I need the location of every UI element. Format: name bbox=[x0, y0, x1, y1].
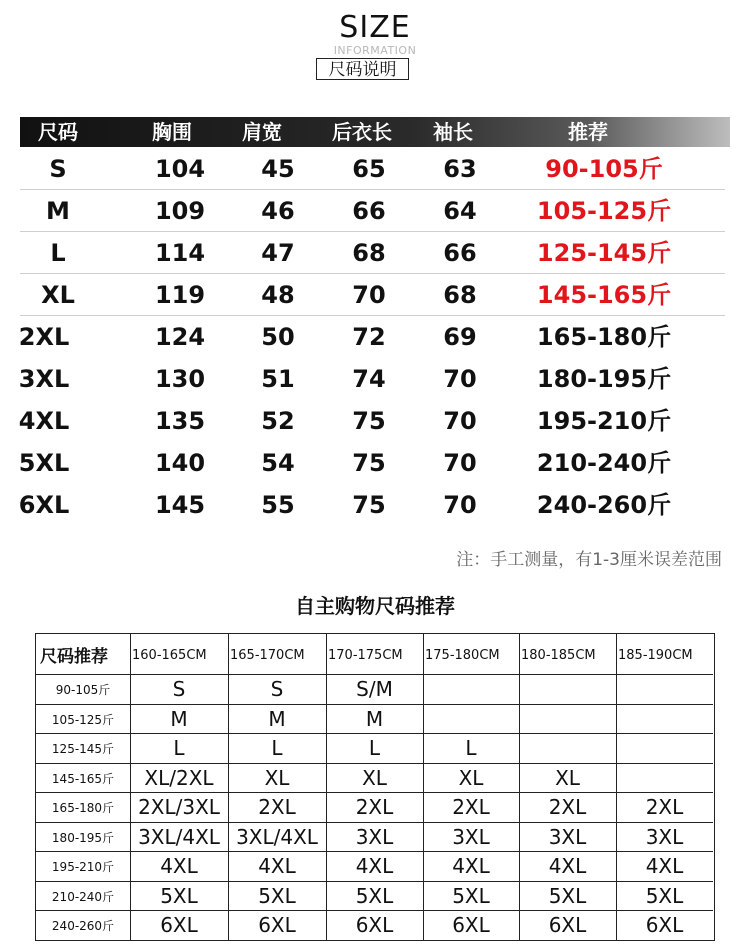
size-cell-rec: 240-260斤 bbox=[536, 491, 672, 519]
grid-cell: 3XL/4XL bbox=[138, 824, 220, 849]
size-cell-chest: 109 bbox=[154, 197, 206, 225]
grid-row-weight: 180-195斤 bbox=[51, 830, 115, 845]
size-title: SIZE bbox=[339, 10, 411, 45]
header-sleeve: 袖长 bbox=[433, 120, 473, 144]
grid-cell: 2XL bbox=[452, 795, 490, 819]
grid-row-weight: 210-240斤 bbox=[51, 889, 115, 904]
size-cell-length: 75 bbox=[352, 449, 386, 477]
size-cell-rec: 145-165斤 bbox=[536, 281, 672, 309]
grid-row-weight: 195-210斤 bbox=[51, 860, 115, 874]
size-cell-rec: 125-145斤 bbox=[536, 239, 672, 267]
size-cell-sleeve: 70 bbox=[443, 407, 477, 435]
grid-row-weight: 125-145斤 bbox=[51, 742, 115, 756]
grid-col-header: 185-190CM bbox=[618, 648, 693, 663]
grid-cell: XL bbox=[362, 765, 387, 790]
grid-cell: 6XL bbox=[355, 913, 394, 937]
size-row bbox=[0, 148, 750, 190]
size-guide-label: 尺码说明 bbox=[316, 58, 409, 80]
grid-hline bbox=[36, 704, 713, 705]
size-row bbox=[0, 358, 750, 400]
grid-cell: 4XL bbox=[548, 854, 587, 878]
size-cell-rec: 165-180斤 bbox=[536, 323, 672, 351]
grid-hline bbox=[36, 851, 713, 852]
grid-cell: 5XL bbox=[160, 883, 198, 908]
size-cell-size: 6XL bbox=[18, 491, 70, 519]
size-cell-rec: 210-240斤 bbox=[536, 449, 672, 477]
size-cell-chest: 104 bbox=[154, 155, 206, 183]
grid-row-weight: 90-105斤 bbox=[55, 683, 111, 697]
size-cell-size: XL bbox=[41, 281, 75, 309]
grid-row-weight: 165-180斤 bbox=[51, 801, 115, 815]
size-cell-chest: 130 bbox=[154, 365, 206, 393]
grid-cell: 6XL bbox=[258, 913, 296, 937]
grid-cell: 2XL bbox=[548, 795, 587, 819]
header-shoulder: 肩宽 bbox=[242, 120, 282, 144]
grid-cell: 6XL bbox=[548, 913, 587, 937]
grid-cell: 4XL bbox=[355, 854, 394, 878]
grid-hline bbox=[36, 763, 713, 764]
size-cell-shoulder: 45 bbox=[261, 155, 295, 183]
size-row bbox=[0, 190, 750, 232]
grid-col-header: 170-175CM bbox=[328, 648, 403, 663]
grid-cell: S bbox=[172, 677, 186, 701]
size-row bbox=[0, 442, 750, 484]
grid-cell: 3XL bbox=[452, 824, 490, 849]
grid-cell: 3XL bbox=[355, 824, 394, 849]
information-subtitle: INFORMATION bbox=[333, 44, 417, 57]
grid-cell: S bbox=[270, 677, 284, 701]
grid-cell: 5XL bbox=[452, 883, 490, 908]
size-cell-size: 2XL bbox=[18, 323, 70, 351]
size-cell-chest: 145 bbox=[154, 491, 206, 519]
grid-cell: 2XL bbox=[258, 795, 296, 819]
grid-cell: 2XL bbox=[355, 795, 394, 819]
size-row bbox=[0, 400, 750, 442]
size-cell-size: L bbox=[50, 239, 66, 267]
size-cell-rec: 90-105斤 bbox=[545, 155, 663, 183]
grid-cell: M bbox=[268, 706, 286, 731]
size-cell-length: 65 bbox=[352, 155, 386, 183]
size-cell-shoulder: 55 bbox=[261, 491, 295, 519]
grid-row-weight: 240-260斤 bbox=[51, 919, 115, 933]
size-cell-shoulder: 52 bbox=[261, 407, 295, 435]
recommend-title: 自主购物尺码推荐 bbox=[295, 594, 455, 618]
size-cell-length: 68 bbox=[352, 239, 386, 267]
grid-hline bbox=[36, 822, 713, 823]
size-cell-sleeve: 66 bbox=[443, 239, 477, 267]
header-length: 后衣长 bbox=[332, 120, 392, 144]
size-cell-shoulder: 54 bbox=[261, 449, 295, 477]
grid-cell: 3XL/4XL bbox=[236, 824, 318, 849]
size-cell-length: 75 bbox=[352, 491, 386, 519]
size-cell-length: 72 bbox=[352, 323, 386, 351]
size-row bbox=[0, 316, 750, 358]
measurement-note: 注：手工测量，有1-3厘米误差范围 bbox=[456, 550, 722, 570]
grid-hline bbox=[36, 733, 713, 734]
size-cell-chest: 114 bbox=[154, 239, 206, 267]
header-chest: 胸围 bbox=[152, 120, 192, 144]
grid-cell: 3XL bbox=[548, 824, 587, 849]
size-row bbox=[0, 232, 750, 274]
size-cell-rec: 195-210斤 bbox=[536, 407, 672, 435]
size-row bbox=[0, 274, 750, 316]
size-cell-chest: 119 bbox=[154, 281, 206, 309]
grid-cell: XL bbox=[264, 765, 290, 790]
grid-cell: 3XL bbox=[645, 824, 684, 849]
size-cell-sleeve: 70 bbox=[443, 491, 477, 519]
size-cell-sleeve: 64 bbox=[443, 197, 477, 225]
grid-cell: L bbox=[271, 736, 283, 760]
grid-cell: 2XL bbox=[645, 795, 684, 819]
grid-hline bbox=[36, 674, 713, 675]
size-cell-chest: 140 bbox=[154, 449, 206, 477]
size-cell-chest: 124 bbox=[154, 323, 206, 351]
grid-cell: 4XL bbox=[258, 854, 296, 878]
grid-cell: 4XL bbox=[645, 854, 684, 878]
grid-cell: 5XL bbox=[548, 883, 587, 908]
size-cell-chest: 135 bbox=[154, 407, 206, 435]
size-cell-rec: 180-195斤 bbox=[536, 365, 672, 393]
grid-hline bbox=[36, 881, 713, 882]
size-table-header bbox=[20, 117, 730, 147]
grid-cell: 6XL bbox=[452, 913, 490, 937]
grid-row-weight: 105-125斤 bbox=[51, 712, 115, 727]
grid-cell: 4XL bbox=[160, 854, 198, 878]
grid-col-header: 180-185CM bbox=[521, 648, 596, 663]
grid-cell: 6XL bbox=[160, 913, 198, 937]
grid-cell: 5XL bbox=[645, 883, 684, 908]
grid-cell: M bbox=[365, 706, 384, 731]
size-cell-length: 70 bbox=[352, 281, 386, 309]
grid-cell: 2XL/3XL bbox=[138, 795, 220, 819]
size-cell-rec: 105-125斤 bbox=[536, 197, 672, 225]
size-cell-sleeve: 70 bbox=[443, 365, 477, 393]
grid-cell: XL bbox=[555, 765, 580, 790]
recommend-grid bbox=[35, 633, 715, 941]
grid-col-header: 160-165CM bbox=[132, 648, 207, 663]
size-cell-size: 4XL bbox=[18, 407, 70, 435]
grid-col-header: 165-170CM bbox=[230, 648, 305, 663]
header-size: 尺码 bbox=[38, 120, 78, 144]
size-cell-sleeve: 70 bbox=[443, 449, 477, 477]
grid-corner-label: 尺码推荐 bbox=[40, 647, 108, 667]
grid-cell: L bbox=[368, 736, 381, 760]
size-cell-size: M bbox=[46, 197, 70, 225]
size-cell-length: 75 bbox=[352, 407, 386, 435]
size-cell-sleeve: 69 bbox=[443, 323, 477, 351]
grid-cell: XL/2XL bbox=[144, 765, 214, 790]
grid-cell: 5XL bbox=[355, 883, 394, 908]
grid-hline bbox=[36, 792, 713, 793]
size-cell-sleeve: 63 bbox=[443, 155, 477, 183]
size-cell-sleeve: 68 bbox=[443, 281, 477, 309]
grid-cell: XL bbox=[458, 765, 484, 790]
grid-cell: L bbox=[465, 736, 477, 760]
grid-cell: 5XL bbox=[258, 883, 296, 908]
size-cell-shoulder: 50 bbox=[261, 323, 295, 351]
grid-cell: M bbox=[170, 706, 188, 731]
size-cell-shoulder: 48 bbox=[261, 281, 295, 309]
size-cell-size: 3XL bbox=[18, 365, 70, 393]
grid-hline bbox=[36, 910, 713, 911]
size-cell-shoulder: 47 bbox=[261, 239, 295, 267]
size-cell-shoulder: 51 bbox=[261, 365, 295, 393]
grid-cell: S/M bbox=[356, 677, 393, 701]
grid-col-header: 175-180CM bbox=[425, 648, 500, 663]
header-recommend: 推荐 bbox=[568, 120, 608, 144]
size-cell-size: S bbox=[49, 155, 67, 183]
size-row bbox=[0, 484, 750, 526]
grid-cell: 6XL bbox=[645, 913, 684, 937]
size-cell-shoulder: 46 bbox=[261, 197, 295, 225]
grid-cell: 4XL bbox=[452, 854, 490, 878]
grid-row-weight: 145-165斤 bbox=[51, 771, 115, 786]
size-cell-size: 5XL bbox=[18, 449, 70, 477]
grid-cell: L bbox=[173, 736, 185, 760]
size-cell-length: 74 bbox=[352, 365, 386, 393]
size-cell-length: 66 bbox=[352, 197, 386, 225]
